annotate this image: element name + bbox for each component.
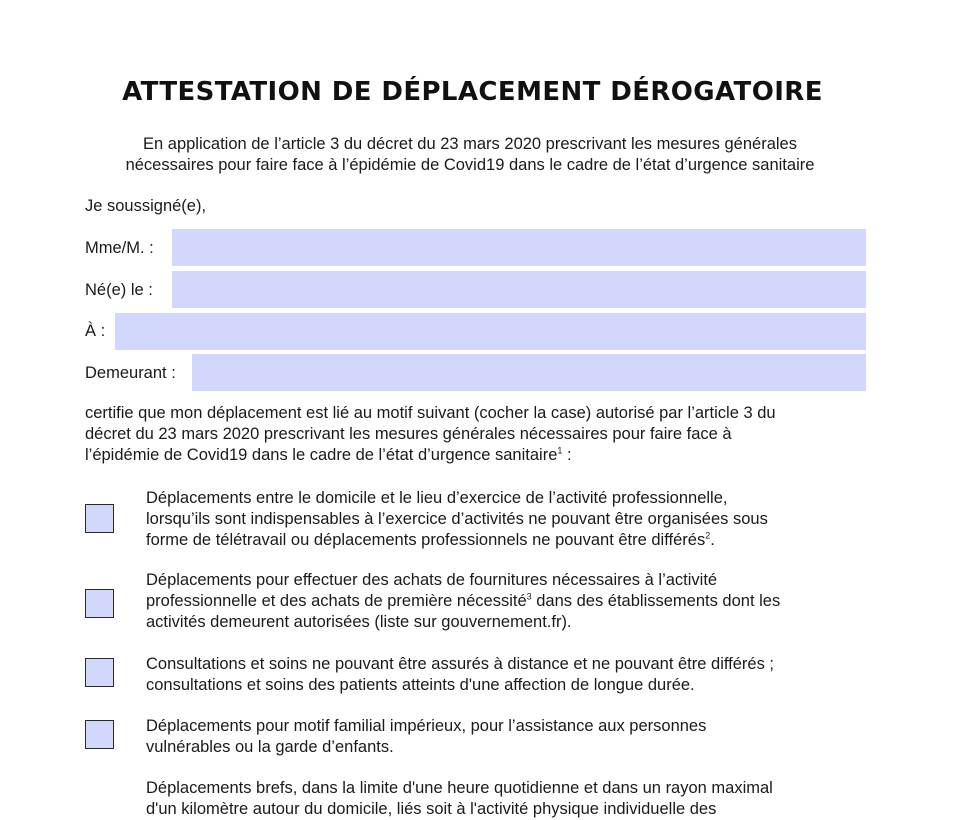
name-field[interactable] (172, 229, 866, 266)
birth-place-label: À : (85, 322, 106, 340)
attestation-title: ATTESTATION DE DÉPLACEMENT DÉROGATOIRE (122, 77, 823, 107)
address-label: Demeurant : (85, 364, 176, 382)
option-line: activités demeurent autorisées (liste sur gouvernement.fr). (146, 613, 572, 631)
footnote-marker: 3 (526, 591, 532, 602)
option-line: Déplacements entre le domicile et le lieu d’exercice de l’activité professionnelle, (146, 489, 728, 507)
option-line: Déplacements brefs, dans la limite d'une heure quotidienne et dans un rayon maximal (146, 779, 773, 797)
option-line: vulnérables ou la garde d’enfants. (146, 738, 394, 756)
checkbox-family-reasons[interactable] (85, 720, 114, 749)
intro-line: nécessaires pour faire face à l’épidémie de Covid19 dans le cadre de l’état d’urgence sanitaire (125, 156, 815, 174)
option-line: d'un kilomètre autour du domicile, liés soit à l'activité physique individuelle des (146, 800, 717, 818)
option-line: professionnelle et des achats de première nécessité$^3$ dans des établissements dont les (146, 591, 781, 610)
checkbox-medical-care[interactable] (85, 658, 114, 687)
birth-date-field[interactable] (172, 271, 866, 308)
intro-line: En application de l’article 3 du décret du 23 mars 2020 prescrivant les mesures générales (143, 135, 797, 153)
birth-place-field[interactable] (115, 313, 866, 350)
option-essential-purchases (146, 570, 906, 633)
option-professional-travel (146, 488, 906, 551)
address-field[interactable] (192, 354, 866, 391)
checkbox-essential-purchases[interactable] (85, 589, 114, 618)
birth-date-label: Né(e) le : (85, 281, 153, 299)
option-line: consultations et soins des patients atteints d'une affection de longue durée. (146, 676, 695, 694)
option-line: Consultations et soins ne pouvant être assurés à distance et ne pouvant être différés ; (146, 655, 774, 673)
footnote-marker: 1 (557, 445, 563, 456)
certification-paragraph (85, 403, 875, 466)
undersigned-text: Je soussigné(e), (85, 197, 207, 215)
certification-line: certifie que mon déplacement est lié au motif suivant (cocher la case) autorisé par l’article 3 du (85, 404, 776, 422)
option-line: forme de télétravail ou déplacements professionnels ne pouvant être différés$^2$. (146, 530, 715, 549)
checkbox-professional-travel[interactable] (85, 504, 114, 533)
option-family-reasons (146, 716, 906, 758)
option-short-outings (146, 778, 906, 820)
certification-line: l’épidémie de Covid19 dans le cadre de l’état d’urgence sanitaire$^1$ : (85, 445, 572, 464)
option-line: Déplacements pour motif familial impérieux, pour l’assistance aux personnes (146, 717, 707, 735)
intro-paragraph (80, 134, 860, 176)
certification-line: décret du 23 mars 2020 prescrivant les mesures générales nécessaires pour faire face à (85, 425, 732, 443)
name-label: Mme/M. : (85, 239, 154, 257)
option-line: Déplacements pour effectuer des achats de fournitures nécessaires à l’activité (146, 571, 718, 589)
footnote-marker: 2 (705, 530, 711, 541)
option-medical-care (146, 654, 906, 696)
option-line: lorsqu’ils sont indispensables à l’exercice d’activités ne pouvant être organisées sous (146, 510, 768, 528)
